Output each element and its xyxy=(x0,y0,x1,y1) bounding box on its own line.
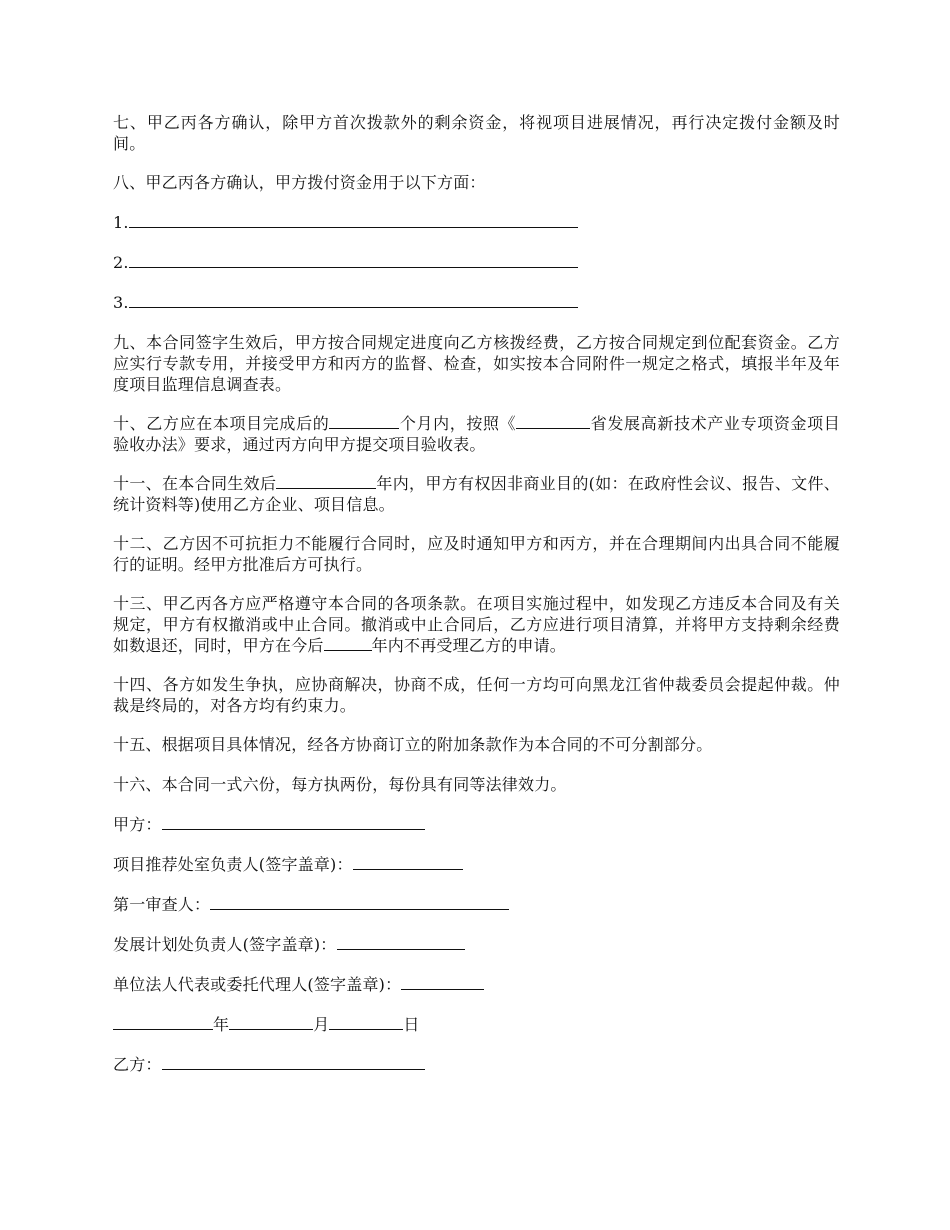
signature-legal-rep xyxy=(113,974,840,995)
fill-blank[interactable] xyxy=(129,212,578,228)
clause-13-text-b: 年内不再受理乙方的申请。 xyxy=(371,636,567,655)
contract-page xyxy=(113,112,840,1094)
signature-blank[interactable] xyxy=(210,894,509,910)
signature-label: 项目推荐处室负责人(签字盖章)： xyxy=(113,855,353,874)
clause-9: 九、本合同签字生效后，甲方按合同规定进度向乙方核拨经费，乙方按合同规定到位配套资金。乙方应实行专款专用，并接受甲方和丙方的监督、检查，如实按本合同附件一规定之格式，填报半年及年度项目监理信息调查表。 xyxy=(113,333,840,394)
clause-14: 十四、各方如发生争执，应协商解决，协商不成，任何一方均可向黑龙江省仲裁委员会提起仲裁。仲裁是终局的，对各方均有约束力。 xyxy=(113,675,840,715)
clause-8: 八、甲乙丙各方确认，甲方拨付资金用于以下方面： xyxy=(113,173,486,192)
clause-12: 十二、乙方因不可抗拒力不能履行合同时，应及时通知甲方和丙方，并在合理期间内出具合同不能履行的证明。经甲方批准后方可执行。 xyxy=(113,534,840,574)
clause-10-text-b: 个月内，按照《 xyxy=(399,414,517,433)
signature-blank[interactable] xyxy=(353,854,463,870)
signature-label: 第一审查人： xyxy=(113,895,211,914)
month-label: 月 xyxy=(313,1015,330,1034)
signature-party-a xyxy=(113,814,840,835)
month-blank[interactable] xyxy=(229,1014,313,1030)
clause-7: 七、甲乙丙各方确认，除甲方首次拨款外的剩余资金，将视项目进展情况，再行决定拨付金额及时间。 xyxy=(113,113,840,153)
item-number: 3. xyxy=(113,293,129,312)
item-number: 1. xyxy=(113,213,129,232)
signature-blank[interactable] xyxy=(401,974,484,990)
clause-10 xyxy=(113,413,840,455)
day-label: 日 xyxy=(403,1015,420,1034)
clause-10-text-c: 省发展高新技术产业专项资金项目验收办法》要求，通过丙方向甲方提交项目验收表。 xyxy=(113,414,840,454)
years-blank[interactable] xyxy=(324,635,372,651)
clause-16: 十六、本合同一式六份，每方执两份，每份具有同等法律效力。 xyxy=(113,775,567,794)
signature-label: 单位法人代表或委托代理人(签字盖章)： xyxy=(113,975,402,994)
fund-use-item-2 xyxy=(113,252,840,273)
day-blank[interactable] xyxy=(329,1014,403,1030)
year-blank[interactable] xyxy=(113,1014,213,1030)
clause-11-text-b: 年内，甲方有权因非商业目的(如：在政府性会议、报告、文件、统计资料等)使用乙方企业、项目信息。 xyxy=(113,474,840,514)
signature-label: 乙方： xyxy=(113,1055,162,1074)
year-label: 年 xyxy=(213,1015,230,1034)
fill-blank[interactable] xyxy=(129,292,578,308)
clause-11-text-a: 十一、在本合同生效后 xyxy=(113,474,277,493)
clause-10-text-a: 十、乙方应在本项目完成后的 xyxy=(113,414,330,433)
signature-date xyxy=(113,1014,840,1035)
signature-blank[interactable] xyxy=(162,1054,425,1070)
clause-15: 十五、根据项目具体情况，经各方协商订立的附加条款作为本合同的不可分割部分。 xyxy=(113,735,713,754)
clause-11 xyxy=(113,473,840,515)
signature-party-b xyxy=(113,1054,840,1075)
fund-use-item-3 xyxy=(113,292,840,313)
signature-recommend-head xyxy=(113,854,840,875)
signature-label: 发展计划处负责人(签字盖章)： xyxy=(113,935,337,954)
signature-planning-head xyxy=(113,934,840,955)
province-blank[interactable] xyxy=(516,413,590,429)
clause-13 xyxy=(113,593,840,656)
years-blank[interactable] xyxy=(276,473,376,489)
signature-label: 甲方： xyxy=(113,815,162,834)
item-number: 2. xyxy=(113,253,129,272)
signature-first-reviewer xyxy=(113,894,840,915)
fill-blank[interactable] xyxy=(129,252,578,268)
clause-13-text-a: 十三、甲乙丙各方应严格遵守本合同的各项条款。在项目实施过程中，如发现乙方违反本合同及有关规定，甲方有权撤消或中止合同。撤消或中止合同后，乙方应进行项目清算，并将甲方支持剩余经费如数退还，同时，甲方在今后 xyxy=(113,594,840,655)
signature-blank[interactable] xyxy=(162,814,425,830)
fund-use-item-1 xyxy=(113,212,840,233)
signature-blank[interactable] xyxy=(337,934,465,950)
months-blank[interactable] xyxy=(329,413,399,429)
